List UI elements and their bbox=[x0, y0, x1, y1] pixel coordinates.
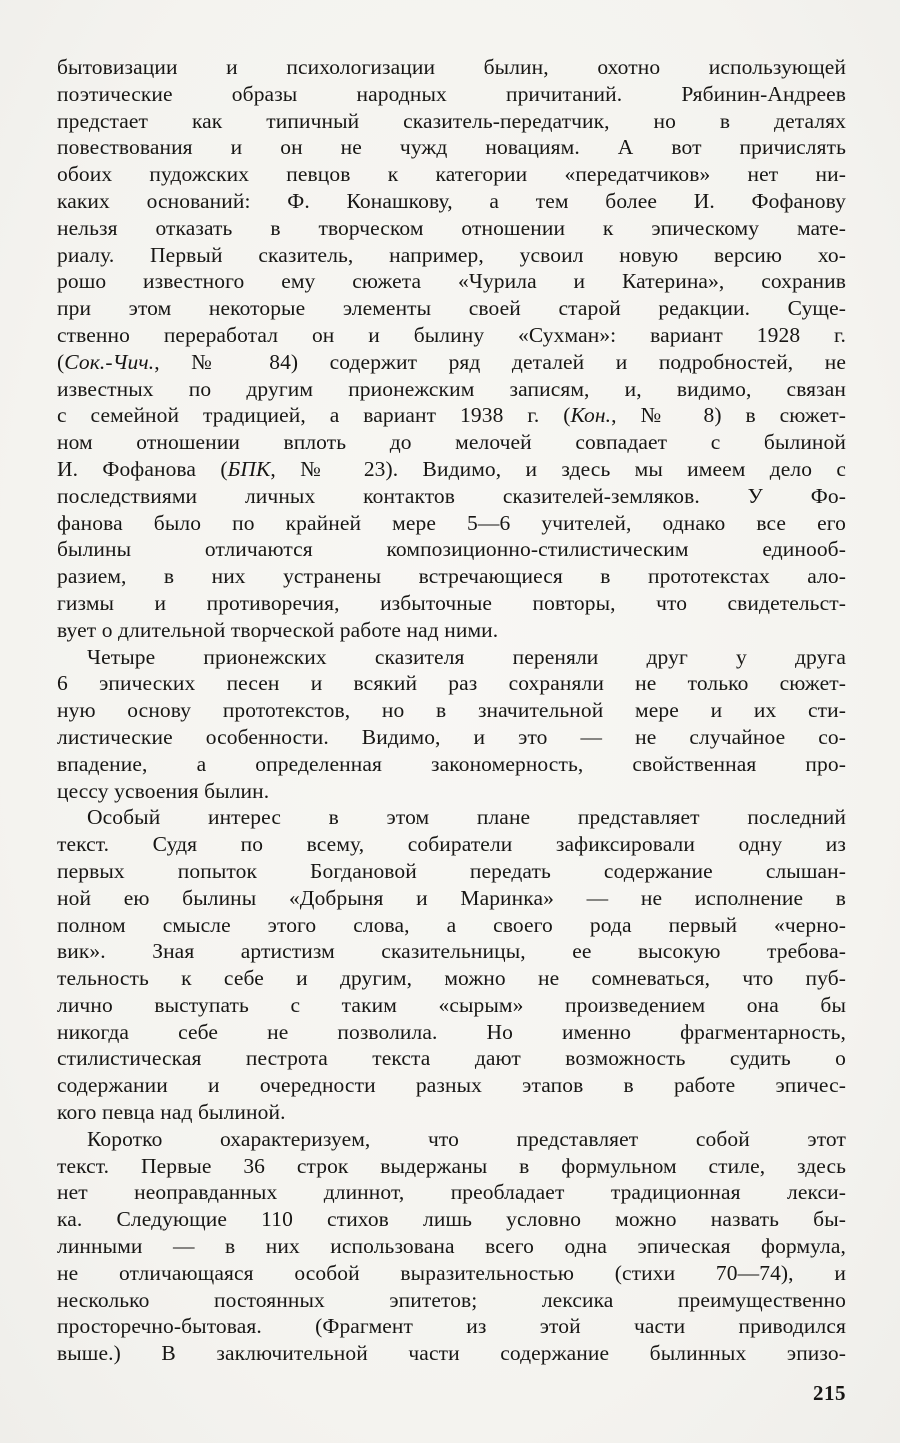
text-line: ной ею былины «Добрыня и Маринка» — не исполнение в bbox=[57, 885, 846, 910]
text-line: ном отношении вплоть до мелочей совпадает с былиной bbox=[57, 430, 846, 455]
text-line: полном смысле этого слова, а своего рода первый «черно- bbox=[57, 912, 846, 937]
text-line: первых попыток Богдановой передать содержание слышан- bbox=[57, 858, 846, 883]
text-line: текст. Первые 36 строк выдержаны в формульном стиле, здесь bbox=[57, 1153, 846, 1178]
text-line: содержании и очередности разных этапов в работе эпичес- bbox=[57, 1073, 846, 1098]
text-line: при этом некоторые элементы своей старой редакции. Суще- bbox=[57, 296, 846, 321]
text-line: листические особенности. Видимо, и это — не случайное со- bbox=[57, 724, 846, 749]
text-line: Четыре прионежских сказителя переняли друг у друга bbox=[87, 644, 846, 669]
text-line: ственно переработал он и былину «Сухман»: вариант 1928 г. bbox=[57, 322, 846, 347]
text-line: риалу. Первый сказитель, например, усвоил новую версию хо- bbox=[57, 242, 846, 267]
text-line: просторечно-бытовая. (Фрагмент из этой части приводился bbox=[57, 1314, 846, 1339]
text-line: каких оснований: Ф. Конашкову, а тем более И. Фофанову bbox=[57, 188, 846, 213]
text-line: тельность к себе и другим, можно не сомневаться, что пуб- bbox=[57, 966, 846, 991]
text-line: повествования и он не чужд новациям. А вот причислять bbox=[57, 135, 846, 160]
text-line: линными — в них использована всего одна эпическая формула, bbox=[57, 1234, 846, 1259]
text-line: 6 эпических песен и всякий раз сохраняли не только сюжет- bbox=[57, 671, 846, 696]
text-line: бытовизации и психологизации былин, охотно использующей bbox=[57, 55, 846, 79]
page-text-block bbox=[57, 54, 846, 1367]
text-line: вует о длительной творческой работе над ними. bbox=[57, 617, 499, 642]
text-line: стилистическая пестрота текста дают возможность судить о bbox=[57, 1046, 846, 1071]
text-line: выше.) В заключительной части содержание былинных эпизо- bbox=[57, 1341, 846, 1366]
text-line: текст. Судя по всему, собиратели зафиксировали одну из bbox=[57, 832, 846, 857]
text-line: нет неоправданных длиннот, преобладает традиционная лекси- bbox=[57, 1180, 846, 1205]
text-line: предстает как типичный сказитель-передатчик, но в деталях bbox=[57, 108, 846, 133]
text-line: нельзя отказать в творческом отношении к эпическому мате- bbox=[57, 215, 846, 240]
text-line: обоих пудожских певцов к категории «передатчиков» нет ни- bbox=[57, 162, 846, 187]
text-line: не отличающаяся особой выразительностью (стихи 70—74), и bbox=[57, 1260, 846, 1285]
text-line: былины отличаются композиционно-стилистическим единооб- bbox=[57, 537, 846, 562]
text-line: рошо известного ему сюжета «Чурила и Катерина», сохранив bbox=[57, 269, 846, 294]
text-line: Коротко охарактеризуем, что представляет собой этот bbox=[87, 1126, 846, 1151]
text-line: И. Фофанова (БПК, № 23). Видимо, и здесь мы имеем дело с bbox=[57, 456, 846, 481]
text-line: несколько постоянных эпитетов; лексика преимущественно bbox=[57, 1287, 846, 1312]
text-line: Особый интерес в этом плане представляет последний bbox=[87, 805, 846, 830]
text-line: ка. Следующие 110 стихов лишь условно можно назвать бы- bbox=[57, 1207, 846, 1232]
text-line: впадение, а определенная закономерность, свойственная про- bbox=[57, 751, 846, 776]
text-line: вик». Зная артистизм сказительницы, ее высокую требова- bbox=[57, 939, 846, 964]
text-line: с семейной традицией, а вариант 1938 г. (Кон., № 8) в сюжет- bbox=[57, 403, 846, 428]
text-line: поэтические образы народных причитаний. Рябинин-Андреев bbox=[57, 81, 846, 106]
text-line: разием, в них устранены встречающиеся в прототекстах ало- bbox=[57, 564, 846, 589]
text-line: никогда себе не позволила. Но именно фрагментарность, bbox=[57, 1019, 846, 1044]
text-line: лично выступать с таким «сырым» произведением она бы bbox=[57, 992, 846, 1017]
text-line: гизмы и противоречия, избыточные повторы, что свидетельст- bbox=[57, 590, 846, 615]
text-line: известных по другим прионежским записям, и, видимо, связан bbox=[57, 376, 846, 401]
text-line: фанова было по крайней мере 5—6 учителей, однако все его bbox=[57, 510, 846, 535]
text-line: последствиями личных контактов сказителей-земляков. У Фо- bbox=[57, 483, 846, 508]
text-line: кого певца над былиной. bbox=[57, 1100, 286, 1125]
page-number: 215 bbox=[813, 1381, 846, 1405]
text-line: цессу усвоения былин. bbox=[57, 778, 270, 803]
text-line: ную основу прототекстов, но в значительной мере и их сти- bbox=[57, 698, 846, 723]
text-line: (Сок.-Чич., № 84) содержит ряд деталей и подробностей, не bbox=[57, 349, 846, 374]
